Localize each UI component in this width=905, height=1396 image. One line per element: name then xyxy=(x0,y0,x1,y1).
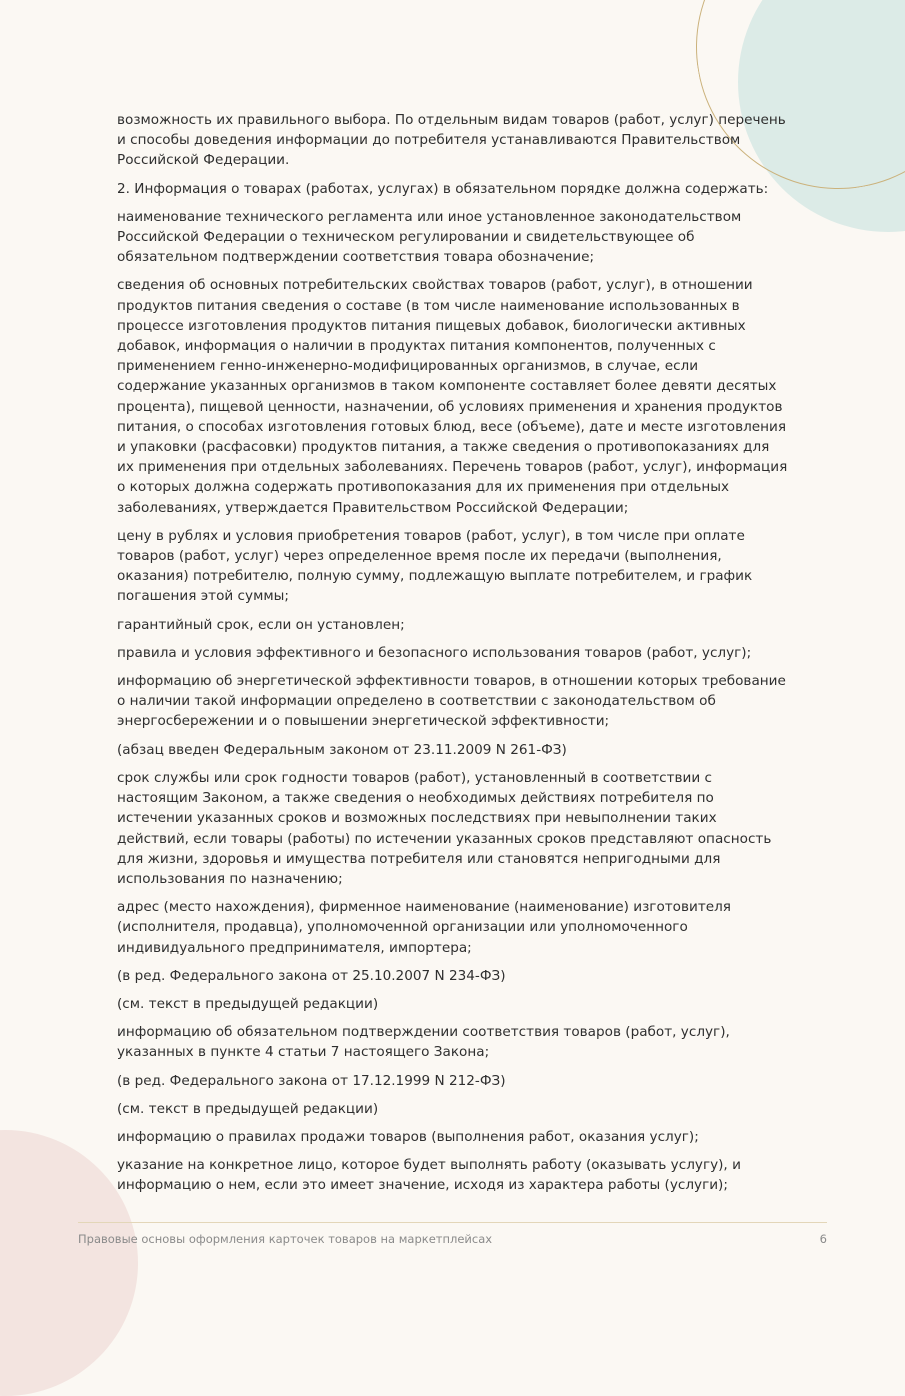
paragraph: срок службы или срок годности товаров (работ), установленный в соответствии с настоящим Законом, а также сведения о необходимых действиях потребителя по истечении указанных сроков и возможных последствиях при невыполнении таких действий, если товары (работы) по истечении указанных сроков представляют опасность для жизни, здоровья и имущества потребителя или становятся непригодными для использования по назначению; xyxy=(117,769,772,887)
paragraph: информацию об энергетической эффективности товаров, в отношении которых требование о наличии такой информации определено в соответствии с законодательством об энергосбережении и о повышении энергетической эффективности; xyxy=(117,673,786,730)
paragraph: наименование технического регламента или иное установленное законодательством Российской Федерации о техническом регулировании и свидетельствующее об обязательном подтверждении соответствия товара обозначение; xyxy=(117,208,742,266)
paragraph: информацию об обязательном подтверждении соответствия товаров (работ, услуг), указанных в пункте 4 статьи 7 настоящего Закона; xyxy=(117,1024,730,1061)
paragraph: возможность их правильного выбора. По отдельным видам товаров (работ, услуг) перечень и способы доведения информации до потребителя устанавливаются Правительством Российской Федерации. xyxy=(117,112,786,169)
page-number: 6 xyxy=(819,1232,827,1246)
paragraph: сведения об основных потребительских свойствах товаров (работ, услуг), в отношении продуктов питания сведения о составе (в том числе наименование использованных в процессе изготовления продуктов питания пищевых добавок, биологически активных добавок, информация о наличии в продуктах питания компонентов, полученных с применением генно-инженерно-модифицированных организмов, в случае, если содержание указанных организмов в таком компоненте составляет более девяти десятых процента), пищевой ценности, назначении, об условиях применения и хранения продуктов питания, о способах изготовления готовых блюд, весе (объеме), дате и месте изготовления и упаковки (расфасовки) продуктов питания, а также сведения о противопоказаниях для их применения при отдельных заболеваниях. Перечень товаров (работ, услуг), информация о которых должна содержать противопоказания для их применения при отдельных заболеваниях, утверждается Правительством Российской Федерации; xyxy=(117,277,788,516)
paragraph: адрес (место нахождения), фирменное наименование (наименование) изготовителя (исполнителя, продавца), уполномоченной организации или уполномоченного индивидуального предпринимателя, импортера; xyxy=(117,899,731,956)
paragraph: правила и условия эффективного и безопасного использования товаров (работ, услуг); xyxy=(117,644,752,661)
footer-title: Правовые основы оформления карточек товаров на маркетплейсах xyxy=(78,1232,493,1246)
paragraph: 2. Информация о товарах (работах, услугах) в обязательном порядке должна содержать: xyxy=(117,180,769,197)
paragraph: гарантийный срок, если он установлен; xyxy=(117,616,405,633)
paragraph: цену в рублях и условия приобретения товаров (работ, услуг), в том числе при оплате товаров (работ, услуг) через определенное время после их передачи (выполнения, оказания) потребителю, полную сумму, подлежащую выплате потребителем, и график погашения этой суммы; xyxy=(117,527,753,605)
paragraph: (абзац введен Федеральным законом от 23.11.2009 N 261-ФЗ) xyxy=(117,741,567,758)
paragraph: (см. текст в предыдущей редакции) xyxy=(117,995,379,1012)
paragraph: (см. текст в предыдущей редакции) xyxy=(117,1100,379,1117)
paragraph: (в ред. Федерального закона от 17.12.1999 N 212-ФЗ) xyxy=(117,1072,506,1089)
paragraph: (в ред. Федерального закона от 25.10.2007 N 234-ФЗ) xyxy=(117,967,506,984)
document-body xyxy=(117,110,789,1204)
paragraph: указание на конкретное лицо, которое будет выполнять работу (оказывать услугу), и информацию о нем, если это имеет значение, исходя из характера работы (услуги); xyxy=(117,1157,741,1194)
footer-divider xyxy=(78,1222,827,1223)
paragraph: информацию о правилах продажи товаров (выполнения работ, оказания услуг); xyxy=(117,1128,699,1145)
